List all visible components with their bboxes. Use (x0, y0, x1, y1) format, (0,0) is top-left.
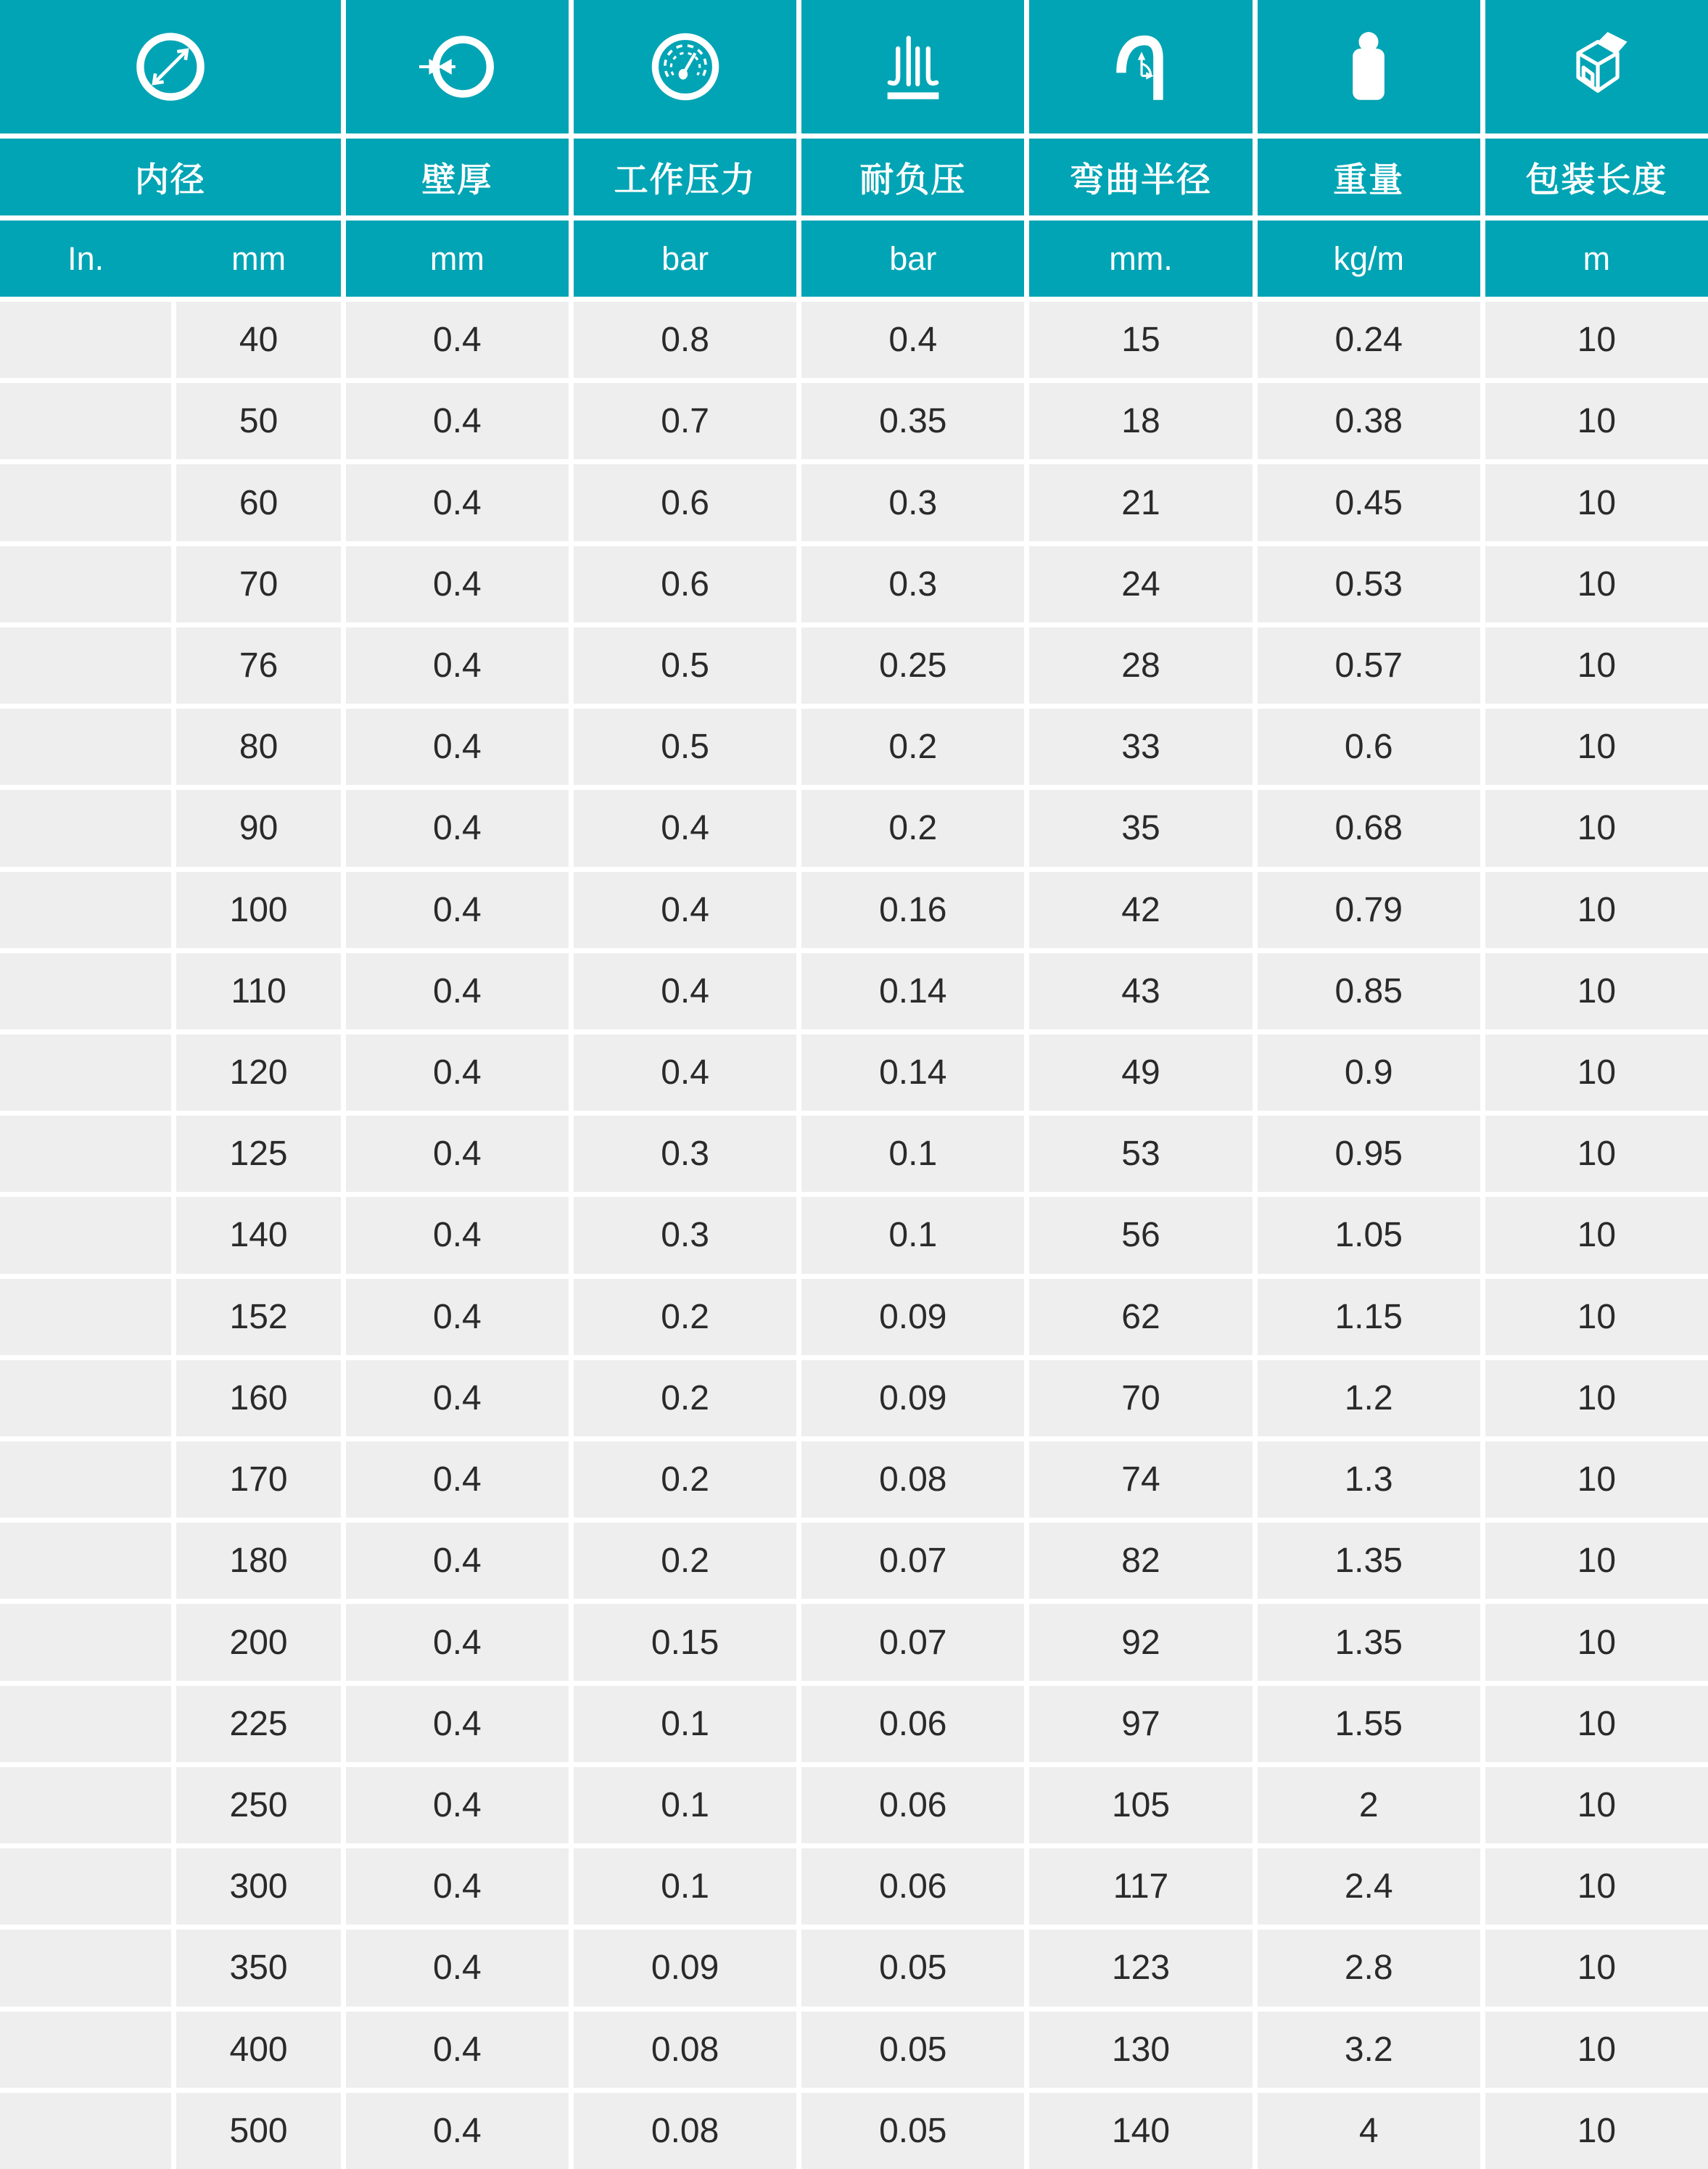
cell-inner-diameter-mm: 180 (176, 1523, 340, 1599)
cell-inner-diameter-in (0, 1767, 171, 1843)
cell-wall-thickness: 0.4 (346, 1441, 569, 1518)
cell-working-pressure: 0.8 (574, 302, 796, 378)
cell-weight: 1.55 (1258, 1686, 1480, 1762)
cell-inner-diameter-in (0, 383, 171, 459)
cell-working-pressure: 0.5 (574, 709, 796, 785)
cell-wall-thickness: 0.4 (346, 464, 569, 540)
cell-inner-diameter-mm: 200 (176, 1604, 340, 1680)
cell-wall-thickness: 0.4 (346, 953, 569, 1029)
cell-working-pressure: 0.1 (574, 1767, 796, 1843)
cell-negative-pressure: 0.1 (801, 1116, 1024, 1192)
header-icon-cell-pack-length (1485, 0, 1708, 133)
cell-wall-thickness: 0.4 (346, 709, 569, 785)
cell-pack-length: 10 (1485, 546, 1708, 622)
cell-working-pressure: 0.2 (574, 1441, 796, 1518)
cell-inner-diameter-in (0, 2012, 171, 2088)
cell-weight: 3.2 (1258, 2012, 1480, 2088)
cell-negative-pressure: 0.3 (801, 464, 1024, 540)
cell-pack-length: 10 (1485, 1848, 1708, 1925)
unit-cell-wall-thickness: mm (346, 221, 569, 297)
cell-wall-thickness: 0.4 (346, 302, 569, 378)
cell-wall-thickness: 0.4 (346, 1523, 569, 1599)
cell-weight: 0.45 (1258, 464, 1480, 540)
cell-working-pressure: 0.4 (574, 872, 796, 948)
header-icon-cell-working-pressure (574, 0, 796, 133)
cell-weight: 0.95 (1258, 1116, 1480, 1192)
cell-pack-length: 10 (1485, 790, 1708, 866)
cell-negative-pressure: 0.05 (801, 2012, 1024, 2088)
cell-inner-diameter-in (0, 953, 171, 1029)
cell-inner-diameter-in (0, 1034, 171, 1111)
cell-working-pressure: 0.09 (574, 1930, 796, 2006)
cell-inner-diameter-mm: 100 (176, 872, 340, 948)
cell-weight: 2.4 (1258, 1848, 1480, 1925)
cell-inner-diameter-mm: 50 (176, 383, 340, 459)
cell-inner-diameter-in (0, 790, 171, 866)
cell-pack-length: 10 (1485, 953, 1708, 1029)
cell-pack-length: 10 (1485, 1279, 1708, 1355)
cell-inner-diameter-mm: 500 (176, 2093, 340, 2169)
cell-wall-thickness: 0.4 (346, 383, 569, 459)
pressure-gauge-icon (648, 29, 723, 104)
cell-wall-thickness: 0.4 (346, 1848, 569, 1925)
cell-wall-thickness: 0.4 (346, 1197, 569, 1273)
cell-inner-diameter-in (0, 1523, 171, 1599)
cell-bend-radius: 130 (1029, 2012, 1252, 2088)
cell-negative-pressure: 0.25 (801, 627, 1024, 704)
cell-inner-diameter-mm: 70 (176, 546, 340, 622)
unit-cell-pack-length: m (1485, 221, 1708, 297)
cell-weight: 0.53 (1258, 546, 1480, 622)
cell-weight: 0.24 (1258, 302, 1480, 378)
cell-bend-radius: 42 (1029, 872, 1252, 948)
cell-working-pressure: 0.4 (574, 953, 796, 1029)
cell-inner-diameter-in (0, 1279, 171, 1355)
cell-pack-length: 10 (1485, 709, 1708, 785)
cell-weight: 0.85 (1258, 953, 1480, 1029)
cell-inner-diameter-mm: 400 (176, 2012, 340, 2088)
cell-bend-radius: 35 (1029, 790, 1252, 866)
cell-wall-thickness: 0.4 (346, 1767, 569, 1843)
unit-inch-label: In. (67, 239, 104, 277)
cell-weight: 2 (1258, 1767, 1480, 1843)
unit-cell-weight: kg/m (1258, 221, 1480, 297)
cell-wall-thickness: 0.4 (346, 1360, 569, 1436)
cell-inner-diameter-mm: 40 (176, 302, 340, 378)
cell-inner-diameter-in (0, 546, 171, 622)
cell-negative-pressure: 0.35 (801, 383, 1024, 459)
weight-icon (1331, 29, 1406, 104)
cell-weight: 0.79 (1258, 872, 1480, 948)
cell-weight: 1.15 (1258, 1279, 1480, 1355)
cell-working-pressure: 0.7 (574, 383, 796, 459)
cell-bend-radius: 53 (1029, 1116, 1252, 1192)
cell-working-pressure: 0.1 (574, 1848, 796, 1925)
cell-weight: 0.6 (1258, 709, 1480, 785)
cell-inner-diameter-in (0, 872, 171, 948)
cell-inner-diameter-in (0, 2093, 171, 2169)
cell-negative-pressure: 0.07 (801, 1523, 1024, 1599)
cell-negative-pressure: 0.09 (801, 1360, 1024, 1436)
cell-working-pressure: 0.5 (574, 627, 796, 704)
cell-inner-diameter-in (0, 1848, 171, 1925)
cell-weight: 4 (1258, 2093, 1480, 2169)
col-header-inner-diameter: 内径 (0, 139, 341, 215)
cell-bend-radius: 70 (1029, 1360, 1252, 1436)
cell-wall-thickness: 0.4 (346, 546, 569, 622)
cell-negative-pressure: 0.14 (801, 953, 1024, 1029)
cell-inner-diameter-mm: 125 (176, 1116, 340, 1192)
cell-wall-thickness: 0.4 (346, 1930, 569, 2006)
cell-wall-thickness: 0.4 (346, 1604, 569, 1680)
cell-bend-radius: 49 (1029, 1034, 1252, 1111)
cell-negative-pressure: 0.07 (801, 1604, 1024, 1680)
cell-working-pressure: 0.2 (574, 1360, 796, 1436)
cell-pack-length: 10 (1485, 1197, 1708, 1273)
cell-bend-radius: 15 (1029, 302, 1252, 378)
cell-weight: 0.57 (1258, 627, 1480, 704)
cell-negative-pressure: 0.09 (801, 1279, 1024, 1355)
cell-bend-radius: 56 (1029, 1197, 1252, 1273)
cell-working-pressure: 0.1 (574, 1686, 796, 1762)
cell-pack-length: 10 (1485, 872, 1708, 948)
cell-inner-diameter-mm: 80 (176, 709, 340, 785)
cell-weight: 0.9 (1258, 1034, 1480, 1111)
header-icon-cell-inner-diameter (0, 0, 341, 133)
cell-wall-thickness: 0.4 (346, 1116, 569, 1192)
cell-wall-thickness: 0.4 (346, 2012, 569, 2088)
cell-pack-length: 10 (1485, 1360, 1708, 1436)
cell-wall-thickness: 0.4 (346, 1279, 569, 1355)
vacuum-icon (875, 29, 951, 104)
cell-negative-pressure: 0.4 (801, 302, 1024, 378)
cell-pack-length: 10 (1485, 1686, 1708, 1762)
cell-weight: 0.38 (1258, 383, 1480, 459)
cell-wall-thickness: 0.4 (346, 790, 569, 866)
cell-negative-pressure: 0.2 (801, 790, 1024, 866)
cell-negative-pressure: 0.08 (801, 1441, 1024, 1518)
cell-inner-diameter-mm: 152 (176, 1279, 340, 1355)
cell-inner-diameter-in (0, 627, 171, 704)
cell-bend-radius: 97 (1029, 1686, 1252, 1762)
cell-wall-thickness: 0.4 (346, 627, 569, 704)
cell-working-pressure: 0.4 (574, 1034, 796, 1111)
cell-bend-radius: 82 (1029, 1523, 1252, 1599)
cell-weight: 2.8 (1258, 1930, 1480, 2006)
cell-pack-length: 10 (1485, 1604, 1708, 1680)
cell-working-pressure: 0.4 (574, 790, 796, 866)
cell-inner-diameter-mm: 300 (176, 1848, 340, 1925)
cell-inner-diameter-in (0, 1197, 171, 1273)
diameter-icon (133, 29, 208, 104)
cell-pack-length: 10 (1485, 302, 1708, 378)
package-icon (1559, 29, 1634, 104)
cell-bend-radius: 74 (1029, 1441, 1252, 1518)
col-header-negative-pressure: 耐负压 (801, 139, 1024, 215)
cell-working-pressure: 0.6 (574, 546, 796, 622)
cell-weight: 1.2 (1258, 1360, 1480, 1436)
cell-inner-diameter-in (0, 1604, 171, 1680)
cell-inner-diameter-in (0, 1441, 171, 1518)
cell-working-pressure: 0.2 (574, 1523, 796, 1599)
cell-pack-length: 10 (1485, 1930, 1708, 2006)
cell-inner-diameter-mm: 350 (176, 1930, 340, 2006)
cell-bend-radius: 123 (1029, 1930, 1252, 2006)
cell-bend-radius: 105 (1029, 1767, 1252, 1843)
cell-bend-radius: 24 (1029, 546, 1252, 622)
cell-bend-radius: 21 (1029, 464, 1252, 540)
cell-negative-pressure: 0.2 (801, 709, 1024, 785)
cell-inner-diameter-mm: 120 (176, 1034, 340, 1111)
cell-pack-length: 10 (1485, 627, 1708, 704)
cell-inner-diameter-mm: 140 (176, 1197, 340, 1273)
header-icon-cell-bend-radius (1029, 0, 1252, 133)
cell-inner-diameter-mm: 170 (176, 1441, 340, 1518)
cell-negative-pressure: 0.06 (801, 1848, 1024, 1925)
cell-inner-diameter-mm: 250 (176, 1767, 340, 1843)
header-icon-cell-weight (1258, 0, 1480, 133)
cell-wall-thickness: 0.4 (346, 2093, 569, 2169)
unit-cell-working-pressure: bar (574, 221, 796, 297)
cell-bend-radius: 62 (1029, 1279, 1252, 1355)
cell-negative-pressure: 0.05 (801, 2093, 1024, 2169)
cell-pack-length: 10 (1485, 383, 1708, 459)
cell-inner-diameter-in (0, 464, 171, 540)
cell-weight: 0.68 (1258, 790, 1480, 866)
col-header-bend-radius: 弯曲半径 (1029, 139, 1252, 215)
cell-working-pressure: 0.08 (574, 2012, 796, 2088)
cell-working-pressure: 0.3 (574, 1197, 796, 1273)
cell-negative-pressure: 0.06 (801, 1686, 1024, 1762)
cell-working-pressure: 0.2 (574, 1279, 796, 1355)
col-header-working-pressure: 工作压力 (574, 139, 796, 215)
cell-working-pressure: 0.3 (574, 1116, 796, 1192)
cell-bend-radius: 18 (1029, 383, 1252, 459)
cell-inner-diameter-in (0, 302, 171, 378)
cell-bend-radius: 140 (1029, 2093, 1252, 2169)
cell-bend-radius: 117 (1029, 1848, 1252, 1925)
col-header-pack-length: 包装长度 (1485, 139, 1708, 215)
cell-wall-thickness: 0.4 (346, 1034, 569, 1111)
cell-inner-diameter-mm: 76 (176, 627, 340, 704)
cell-inner-diameter-in (0, 1360, 171, 1436)
cell-weight: 1.3 (1258, 1441, 1480, 1518)
cell-pack-length: 10 (1485, 1523, 1708, 1599)
cell-negative-pressure: 0.3 (801, 546, 1024, 622)
cell-pack-length: 10 (1485, 2012, 1708, 2088)
cell-pack-length: 10 (1485, 1034, 1708, 1111)
cell-negative-pressure: 0.05 (801, 1930, 1024, 2006)
wall-thickness-icon (419, 29, 495, 104)
cell-pack-length: 10 (1485, 1116, 1708, 1192)
cell-weight: 1.35 (1258, 1604, 1480, 1680)
cell-negative-pressure: 0.16 (801, 872, 1024, 948)
cell-negative-pressure: 0.1 (801, 1197, 1024, 1273)
cell-pack-length: 10 (1485, 2093, 1708, 2169)
col-header-wall-thickness: 壁厚 (346, 139, 569, 215)
cell-wall-thickness: 0.4 (346, 1686, 569, 1762)
cell-inner-diameter-in (0, 1116, 171, 1192)
cell-working-pressure: 0.08 (574, 2093, 796, 2169)
cell-inner-diameter-mm: 225 (176, 1686, 340, 1762)
cell-negative-pressure: 0.06 (801, 1767, 1024, 1843)
col-header-weight: 重量 (1258, 139, 1480, 215)
cell-working-pressure: 0.15 (574, 1604, 796, 1680)
unit-mm-label: mm (231, 239, 286, 277)
bend-radius-icon (1103, 29, 1179, 104)
cell-negative-pressure: 0.14 (801, 1034, 1024, 1111)
unit-cell-inner-diameter (0, 221, 341, 297)
header-icon-cell-wall-thickness (346, 0, 569, 133)
cell-pack-length: 10 (1485, 464, 1708, 540)
cell-inner-diameter-mm: 160 (176, 1360, 340, 1436)
cell-bend-radius: 92 (1029, 1604, 1252, 1680)
cell-bend-radius: 43 (1029, 953, 1252, 1029)
cell-inner-diameter-in (0, 1686, 171, 1762)
cell-inner-diameter-mm: 110 (176, 953, 340, 1029)
cell-pack-length: 10 (1485, 1441, 1708, 1518)
cell-wall-thickness: 0.4 (346, 872, 569, 948)
cell-inner-diameter-in (0, 709, 171, 785)
cell-weight: 1.05 (1258, 1197, 1480, 1273)
cell-inner-diameter-in (0, 1930, 171, 2006)
cell-weight: 1.35 (1258, 1523, 1480, 1599)
cell-pack-length: 10 (1485, 1767, 1708, 1843)
unit-cell-bend-radius: mm. (1029, 221, 1252, 297)
cell-inner-diameter-mm: 90 (176, 790, 340, 866)
header-icon-cell-negative-pressure (801, 0, 1024, 133)
cell-bend-radius: 28 (1029, 627, 1252, 704)
unit-cell-negative-pressure: bar (801, 221, 1024, 297)
cell-bend-radius: 33 (1029, 709, 1252, 785)
cell-inner-diameter-mm: 60 (176, 464, 340, 540)
cell-working-pressure: 0.6 (574, 464, 796, 540)
